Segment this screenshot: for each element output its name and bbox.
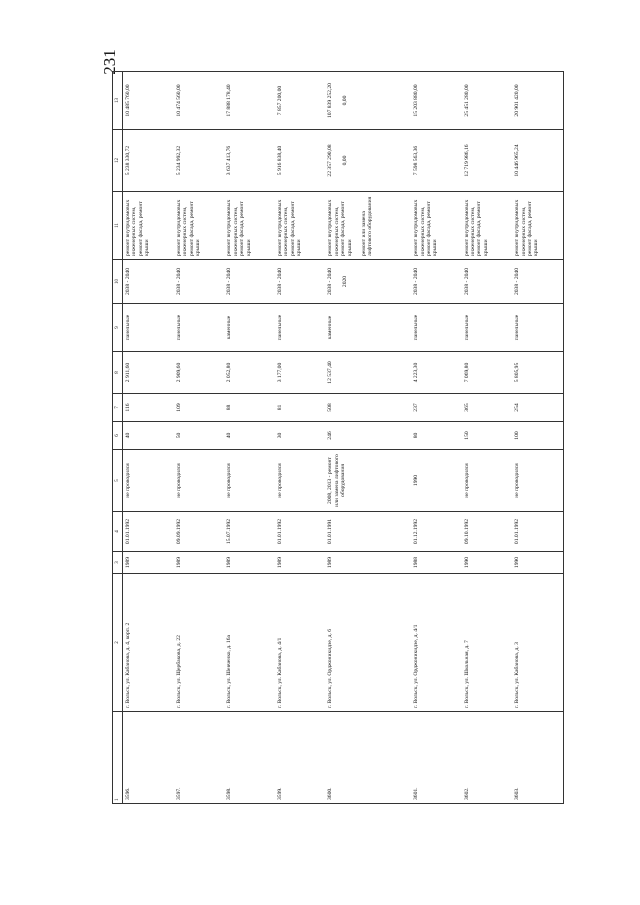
year-cell: 1990 [512,552,563,574]
address-text: г. Вольск, ул. Орджоникидзе, д. 4/1 [413,624,420,708]
total-cell: 7 857 200,00 [275,72,325,130]
material-cell: панельные [462,304,512,352]
material-cell: панельные [275,304,325,352]
column-header: 11 [113,192,123,260]
address-cell [174,574,224,712]
repair-cell: не проводился [123,450,174,512]
c7-cell: 237 [411,394,461,422]
cost-cell: 5 234 992,32 [174,130,224,192]
period-cell: 2038 - 2040 [123,260,174,304]
address-cell [275,574,325,712]
works-cell: ремонт внутридомовых инженерных систем, ремонт фасада, ремонт крыши [462,192,512,260]
date-cell: 15.07.1992 [224,512,274,552]
c6-cell: 150 [462,422,512,450]
repair-cell: не проводился [512,450,563,512]
material-cell: панельные [512,304,563,352]
period-value: 2038 - 2040 [327,267,334,296]
cost-cell: 7 598 563,36 [411,130,461,192]
row-number: 3603. [514,787,521,800]
table-row [462,72,512,804]
material-cell: каменные [224,304,274,352]
year-cell: 1988 [411,552,461,574]
column-header: 3 [113,552,123,574]
address-cell [325,574,411,712]
repair-cell: не проводился [174,450,224,512]
material-cell: каменные [325,304,411,352]
column-header: 7 [113,394,123,422]
area-cell: 3 177,00 [275,352,325,394]
works-value: ремонт внутридомовых инженерных систем, ремонт фасада, ремонт крыши [327,199,353,256]
total-cell: 17 888 178,40 [224,72,274,130]
date-cell: 01.01.1992 [275,512,325,552]
repair-cell: не проводился [224,450,274,512]
year-cell: 1989 [123,552,174,574]
row-number: 3598. [226,787,233,800]
address-text: г. Вольск, ул. Шевченко, д. 16а [226,635,233,708]
works-cell: ремонт внутридомовых инженерных систем, ремонт фасада, ремонт крыши [512,192,563,260]
column-header: 10 [113,260,123,304]
cost-cell: 3 637 413,76 [224,130,274,192]
repair-cell: не проводился [275,450,325,512]
works-value-secondary: ремонт или замена лифтового оборудования [360,196,374,256]
cost-cell [325,130,411,192]
row-number-cell [462,712,512,804]
cost-cell: 5 238 330,72 [123,130,174,192]
address-cell [123,574,174,712]
period-value-secondary: 2020 [341,275,348,288]
period-cell: 2038 - 2040 [411,260,461,304]
c7-cell: 254 [512,394,563,422]
column-header: 2 [113,574,123,712]
address-text: г. Вольск, ул. Щербакова, д. 22 [175,635,182,708]
page-number: 231 [100,49,119,75]
address-text: г. Вольск, ул. Кабанова, д. 3 [514,642,521,708]
column-header: 4 [113,512,123,552]
column-header: 6 [113,422,123,450]
row-number: 3601. [413,787,420,800]
period-cell: 2038 - 2040 [275,260,325,304]
cost-cell: 12 719 986,16 [462,130,512,192]
works-cell: ремонт внутридомовых инженерных систем, ремонт фасада, ремонт крыши [224,192,274,260]
c7-cell: 365 [462,394,512,422]
material-cell: панельные [174,304,224,352]
total-value: 107 839 252,20 [327,83,334,118]
cost-cell: 5 916 838,40 [275,130,325,192]
total-cell [325,72,411,130]
year-cell: 1989 [275,552,325,574]
works-cell: ремонт внутридомовых инженерных систем, ремонт фасада, ремонт крыши [411,192,461,260]
works-cell: ремонт внутридомовых инженерных систем, ремонт фасада, ремонт крыши [123,192,174,260]
area-cell: 7 069,80 [462,352,512,394]
table-row [224,72,274,804]
housing-register-table [112,71,564,804]
column-number-row [113,72,123,804]
c6-cell: 246 [325,422,411,450]
period-cell: 2038 - 2040 [462,260,512,304]
total-value-secondary: 0,00 [341,95,348,106]
total-cell: 25 451 280,00 [462,72,512,130]
column-header: 12 [113,130,123,192]
c7-cell: 508 [325,394,411,422]
period-cell: 2038 - 2040 [512,260,563,304]
total-cell: 10 474 560,00 [174,72,224,130]
date-cell: 01.01.1992 [123,512,174,552]
address-cell [512,574,563,712]
address-text: г. Вольск, ул. Кабанова, д. 4/1 [276,637,283,708]
c7-cell: 109 [174,394,224,422]
area-cell: 2 911,60 [123,352,174,394]
works-cell: ремонт внутридомовых инженерных систем, ремонт фасада, ремонт крыши [174,192,224,260]
area-cell: 2 909,60 [174,352,224,394]
area-cell: 4 223,30 [411,352,461,394]
row-number-cell [224,712,274,804]
address-cell [462,574,512,712]
year-cell: 1989 [174,552,224,574]
rotated-table-container [112,72,564,804]
row-number-cell [411,712,461,804]
total-cell: 15 203 880,00 [411,72,461,130]
table-row [512,72,563,804]
row-number-cell [174,712,224,804]
table-row [123,72,174,804]
year-cell: 1989 [224,552,274,574]
c6-cell: 80 [411,422,461,450]
date-cell: 09.10.1992 [462,512,512,552]
row-number-cell [123,712,174,804]
date-cell: 01.01.1992 [512,512,563,552]
cost-cell: 10 446 965,24 [512,130,563,192]
cost-value-secondary: 0,00 [341,155,348,166]
c6-cell: 100 [512,422,563,450]
total-cell: 20 901 420,00 [512,72,563,130]
c6-cell: 40 [224,422,274,450]
repair-cell: 1990 [411,450,461,512]
period-cell: 2038 - 2040 [174,260,224,304]
row-number: 3596. [125,787,131,800]
c7-cell: 116 [123,394,174,422]
address-text: г. Вольск, ул. Школьная, д. 7 [463,640,470,708]
row-number: 3597. [175,787,182,800]
cost-value: 22 357 290,08 [327,144,334,177]
works-cell [325,192,411,260]
area-cell: 5 805,95 [512,352,563,394]
table-row [275,72,325,804]
repair-cell: 2008, 2013 - ремонт или замена лифтового оборудования [325,450,411,512]
address-cell [411,574,461,712]
c6-cell: 50 [174,422,224,450]
row-number-cell [512,712,563,804]
total-cell: 10 485 760,00 [123,72,174,130]
material-cell: панельные [411,304,461,352]
repair-cell: не проводился [462,450,512,512]
column-header: 8 [113,352,123,394]
row-number-cell [275,712,325,804]
year-cell: 1989 [325,552,411,574]
works-cell: ремонт внутридомовых инженерных систем, ремонт фасада, ремонт крыши [275,192,325,260]
table-row [411,72,461,804]
c6-cell: 40 [123,422,174,450]
column-header: 1 [113,712,123,804]
row-number: 3602. [463,787,470,800]
c7-cell: 81 [275,394,325,422]
column-header: 13 [113,72,123,130]
row-number: 3600. [327,787,334,800]
period-cell: 2038 - 2040 [224,260,274,304]
row-number-cell [325,712,411,804]
row-number: 3599. [276,787,283,800]
period-cell [325,260,411,304]
date-cell: 01.12.1992 [411,512,461,552]
column-header: 5 [113,450,123,512]
c6-cell: 30 [275,422,325,450]
material-cell: панельные [123,304,174,352]
column-header: 9 [113,304,123,352]
c7-cell: 88 [224,394,274,422]
area-cell: 12 537,40 [325,352,411,394]
area-cell: 2 052,80 [224,352,274,394]
address-cell [224,574,274,712]
date-cell: 09.09.1992 [174,512,224,552]
date-cell: 01.01.1991 [325,512,411,552]
table-row [325,72,411,804]
address-text: г. Вольск, ул. Орджоникидзе, д. 6 [327,628,334,708]
table-row [174,72,224,804]
address-text: г. Вольск, ул. Кабанова, д. 4, корп. 2 [125,622,131,708]
year-cell: 1990 [462,552,512,574]
